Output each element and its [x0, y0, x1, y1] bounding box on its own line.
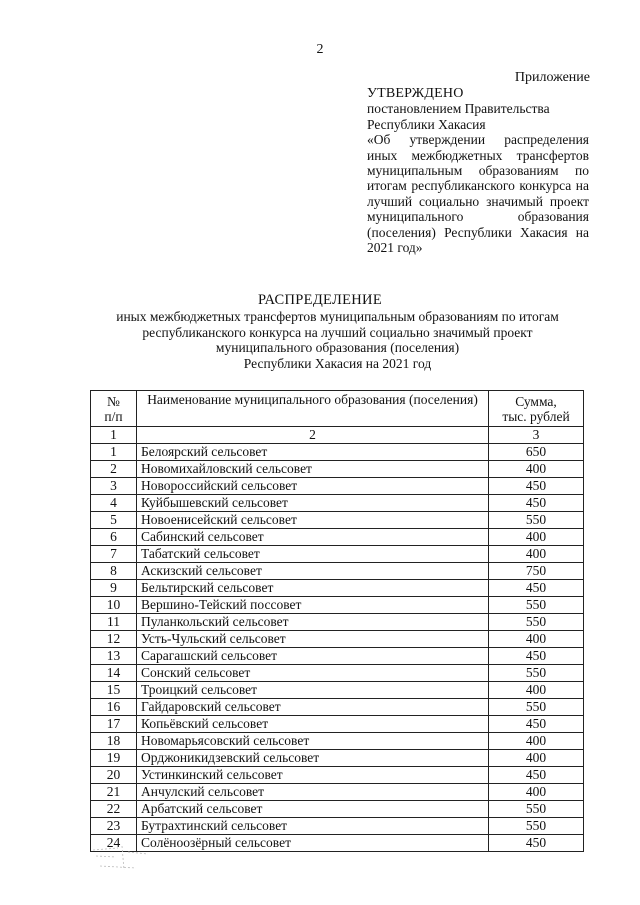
row-municipality-name: Троицкий сельсовет [137, 682, 489, 699]
header-sum-line2: тыс. рублей [502, 408, 570, 424]
row-sum: 400 [489, 682, 584, 699]
approval-line: Республики Хакасия [367, 116, 486, 132]
row-number: 1 [91, 444, 137, 461]
table-row [91, 801, 584, 818]
row-sum: 450 [489, 648, 584, 665]
header-sum [489, 391, 584, 427]
row-sum: 550 [489, 597, 584, 614]
row-sum: 550 [489, 699, 584, 716]
row-sum: 450 [489, 767, 584, 784]
document-subtitle [100, 309, 575, 371]
row-number: 16 [91, 699, 137, 716]
table-row [91, 461, 584, 478]
row-number: 19 [91, 750, 137, 767]
row-municipality-name: Орджоникидзевский сельсовет [137, 750, 489, 767]
table-row [91, 597, 584, 614]
table-row [91, 699, 584, 716]
row-municipality-name: Копьёвский сельсовет [137, 716, 489, 733]
row-municipality-name: Солёноозёрный сельсовет [137, 835, 489, 852]
row-sum: 450 [489, 478, 584, 495]
row-municipality-name: Анчулский сельсовет [137, 784, 489, 801]
approval-block [367, 86, 589, 255]
header-number-line1: № [107, 393, 120, 409]
row-municipality-name: Сарагашский сельсовет [137, 648, 489, 665]
approval-decree-title: «Об утверждении распределения иных межбюджетных трансфертов муниципальным образованиям по итогам республиканского конкурса на лучший социально значимый проект муниципального образования (поселения) Республики Хакасия на 2021 год» [367, 132, 589, 256]
row-sum: 400 [489, 529, 584, 546]
header-number [91, 391, 137, 427]
table-row [91, 648, 584, 665]
row-municipality-name: Новоенисейский сельсовет [137, 512, 489, 529]
row-sum: 550 [489, 512, 584, 529]
header-sum-line1: Сумма, [515, 393, 557, 409]
document-title: РАСПРЕДЕЛЕНИЕ [258, 292, 382, 308]
table-row [91, 733, 584, 750]
row-number: 9 [91, 580, 137, 597]
table-row [91, 631, 584, 648]
row-municipality-name: Белоярский сельсовет [137, 444, 489, 461]
row-municipality-name: Аскизский сельсовет [137, 563, 489, 580]
row-sum: 450 [489, 835, 584, 852]
row-municipality-name: Сабинский сельсовет [137, 529, 489, 546]
row-number: 3 [91, 478, 137, 495]
subtitle-line: Республики Хакасия на 2021 год [243, 355, 432, 371]
appendix-label: Приложение [514, 70, 590, 85]
row-number: 10 [91, 597, 137, 614]
table-row [91, 750, 584, 767]
row-number: 24 [91, 835, 137, 852]
row-number: 13 [91, 648, 137, 665]
row-number: 4 [91, 495, 137, 512]
row-municipality-name: Куйбышевский сельсовет [137, 495, 489, 512]
row-municipality-name: Вершино-Тейский поссовет [137, 597, 489, 614]
row-number: 17 [91, 716, 137, 733]
row-number: 15 [91, 682, 137, 699]
subtitle-line: республиканского конкурса на лучший социально значимый проект [142, 324, 533, 340]
row-number: 12 [91, 631, 137, 648]
row-sum: 400 [489, 631, 584, 648]
row-number: 2 [91, 461, 137, 478]
table-row [91, 784, 584, 801]
row-municipality-name: Пуланкольский сельсовет [137, 614, 489, 631]
row-municipality-name: Усть-Чульский сельсовет [137, 631, 489, 648]
row-municipality-name: Табатский сельсовет [137, 546, 489, 563]
approved-heading: УТВЕРЖДЕНО [367, 86, 464, 101]
row-municipality-name: Бельтирский сельсовет [137, 580, 489, 597]
row-municipality-name: Бутрахтинский сельсовет [137, 818, 489, 835]
subtitle-line: муниципального образования (поселения) [215, 340, 460, 356]
table-row [91, 767, 584, 784]
table-row [91, 512, 584, 529]
row-municipality-name: Новомарьясовский сельсовет [137, 733, 489, 750]
row-number: 11 [91, 614, 137, 631]
row-municipality-name: Новороссийский сельсовет [137, 478, 489, 495]
row-number: 18 [91, 733, 137, 750]
table-row [91, 682, 584, 699]
table-row [91, 818, 584, 835]
row-sum: 650 [489, 444, 584, 461]
table-row [91, 614, 584, 631]
row-municipality-name: Арбатский сельсовет [137, 801, 489, 818]
row-sum: 400 [489, 461, 584, 478]
column-index: 2 [137, 427, 489, 444]
row-municipality-name: Устинкинский сельсовет [137, 767, 489, 784]
approval-line: постановлением Правительства [367, 101, 550, 117]
row-number: 22 [91, 801, 137, 818]
table-row [91, 716, 584, 733]
header-number-line2: п/п [104, 408, 123, 424]
table-row [91, 580, 584, 597]
row-sum: 550 [489, 665, 584, 682]
row-sum: 400 [489, 546, 584, 563]
row-sum: 450 [489, 716, 584, 733]
column-index: 1 [91, 427, 137, 444]
column-index-row [91, 427, 584, 444]
row-number: 20 [91, 767, 137, 784]
table-row [91, 478, 584, 495]
row-municipality-name: Новомихайловский сельсовет [137, 461, 489, 478]
table-row [91, 665, 584, 682]
row-sum: 450 [489, 580, 584, 597]
table-row [91, 495, 584, 512]
row-sum: 550 [489, 801, 584, 818]
row-sum: 450 [489, 495, 584, 512]
table-row [91, 563, 584, 580]
table-row [91, 444, 584, 461]
row-number: 8 [91, 563, 137, 580]
table-row [91, 835, 584, 852]
header-name: Наименование муниципального образования (поселения) [137, 391, 489, 427]
scan-artifact [88, 842, 158, 876]
row-municipality-name: Сонский сельсовет [137, 665, 489, 682]
row-number: 14 [91, 665, 137, 682]
subtitle-line: иных межбюджетных трансфертов муниципальным образованиям по итогам [116, 309, 559, 324]
page-number: 2 [316, 42, 324, 57]
table-row [91, 546, 584, 563]
row-number: 5 [91, 512, 137, 529]
row-sum: 550 [489, 818, 584, 835]
row-municipality-name: Гайдаровский сельсовет [137, 699, 489, 716]
row-number: 23 [91, 818, 137, 835]
row-sum: 750 [489, 563, 584, 580]
row-number: 7 [91, 546, 137, 563]
row-sum: 550 [489, 614, 584, 631]
table-row [91, 529, 584, 546]
row-sum: 400 [489, 784, 584, 801]
row-sum: 400 [489, 750, 584, 767]
row-number: 6 [91, 529, 137, 546]
column-index: 3 [489, 427, 584, 444]
row-number: 21 [91, 784, 137, 801]
table-header-row [91, 391, 584, 427]
distribution-table [90, 390, 584, 852]
row-sum: 400 [489, 733, 584, 750]
